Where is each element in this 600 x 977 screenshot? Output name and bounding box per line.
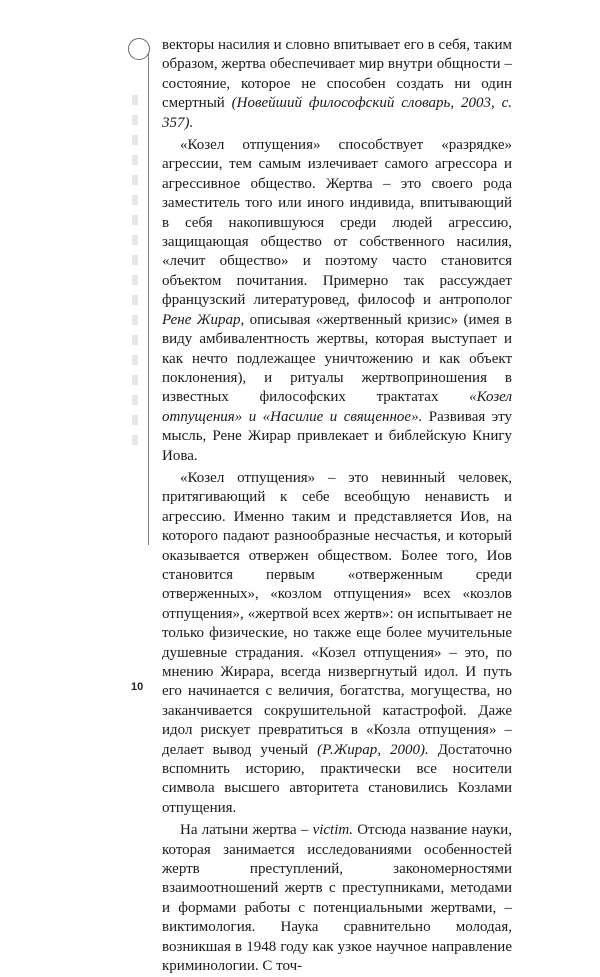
body-text [162, 36, 512, 977]
citation: (Р.Жирар, 2000). [317, 741, 429, 758]
paragraph-2: «Козел отпущения» способствует «разрядке» агрессии, тем самым излечивает самого агрессора и агрессивное общество. Жертва – это своего рода заместитель того или иного индивида, впитывающий в себя накопившуюся среди людей агрессию, защищающая общество от собственного насилия, «лечит общество» и поэтому часто становится объектом почитания. Примерно так рассуждает французский литературовед, философ и антрополог Рене Жирар, описывая «жертвенный кризис» (имея в виду амбивалентность жертвы, которая выступает и как нечто подлежащее уничтожению и как объект поклонения), и ритуалы жертвоприношения в известных философских трактатах «Козел отпущения» и «Насилие и священное». Развивая эту мысль, Рене Жирар привлекает и библейскую Книгу Иова. [162, 137, 512, 464]
author-name: Рене Жирар [162, 311, 241, 328]
work-title: «Насилие и священное». [262, 408, 423, 425]
citation: (Новейший философский словарь, 2003, с. 357). [162, 95, 512, 131]
margin-rule [148, 50, 149, 545]
work-title: «Козел отпущения» [162, 389, 512, 425]
paragraph-4: На латыни жертва – victim. Отсюда название науки, которая занимается исследованиями особенностей жертв преступлений, закономерностями взаимоотношений жертв с преступниками, методами и формами работы с потенциальными жертвами, – виктимология. Наука сравнительно молодая, возникшая в 1948 году как узкое научное направление криминологии. С точ- [162, 822, 512, 975]
paragraph-3: «Козел отпущения» – это невинный человек, притягивающий к себе всеобщую ненависть и агрессию. Именно таким и представляется Иов, на которого падают разнообразные несчастья, и который оказывается отвержен обществом. Более того, Иов становится первым «отверженным среди отверженных», «козлом отпущения» всех «козлов отпущения», «жертвой всех жертв»: он испытывает не только физические, но также еще более мучительные душевные страдания. «Козел отпущения» – это, по мнению Жирара, всегда низвергнутый идол. И путь его начинается с величия, богатства, могущества, но заканчивается сокрушительной катастрофой. Даже идол рискует превратиться в «Козла отпущения» – делает вывод ученый (Р.Жирар, 2000). Достаточно вспомнить историю, практически все носители символа высшего авторитета становились Козлами отпущения. [162, 469, 513, 816]
latin-term: victim. [312, 822, 353, 839]
margin-faded-marks [128, 95, 142, 445]
margin-circle-decoration [128, 38, 150, 60]
page-number: 10 [131, 681, 144, 693]
paragraph-1: векторы насилия и словно впитывает его в себя, таким образом, жертва обеспечивает мир внутри общности – состояние, которое не способен создать ни один смертный (Новейший философский словарь, 2003, с. 357). [162, 37, 512, 131]
